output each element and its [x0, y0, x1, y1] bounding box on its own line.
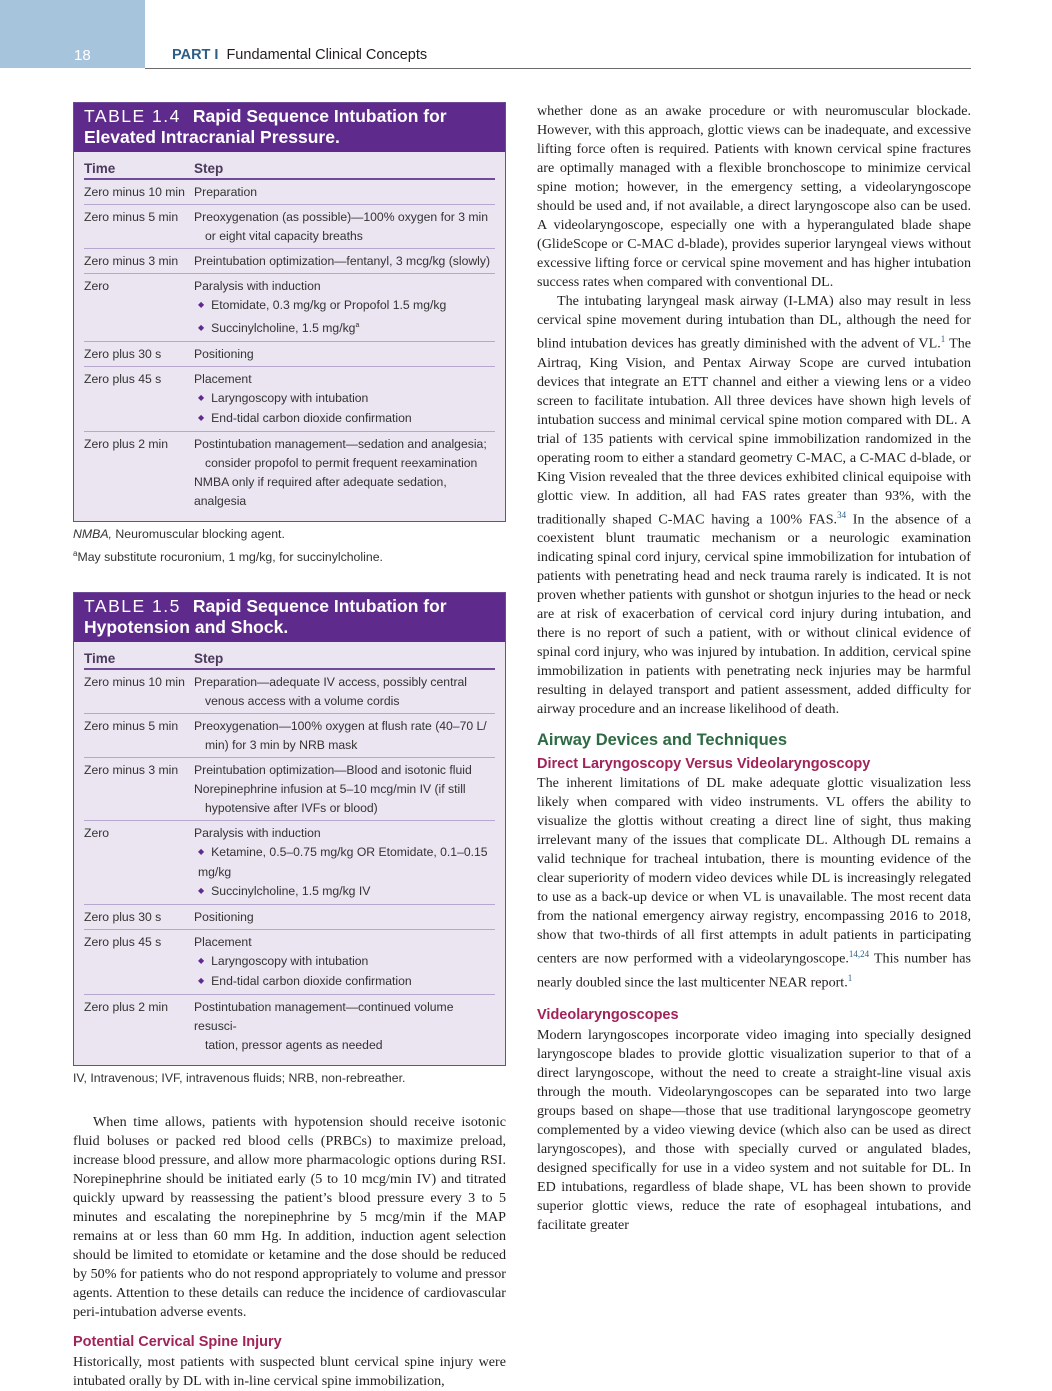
table-1-5: [73, 592, 506, 1066]
step-line: [194, 972, 495, 992]
cell-time: Zero plus 2 min: [84, 1000, 168, 1015]
para3-part-b: This number has nearly doubled since the last multicenter NEAR report.: [537, 951, 971, 991]
table-header-row: [84, 642, 495, 670]
cell-step: [194, 761, 495, 818]
step-text: Placement: [194, 935, 252, 950]
step-line: [194, 908, 495, 927]
table-row: [84, 342, 495, 367]
left-paragraph-1: When time allows, patients with hypotension should receive isotonic fluid boluses or packed red blood cells (PRBCs) to maximize preload, increase blood pressure, and allow more pharmacologic options during RSI. Norepinephrine should be initiated early (5 to 10 mcg/min IV) and titrated quickly upward by reassessing the patient’s blood pressure every 3 to 5 minutes and escalating the norepinephrine by 5 mcg/min if the MAP remains at or less than 60 mm Hg. In addition, induction agent selection should be limited to etomidate or ketamine and the dose should be reduced by 50% for patients who do not respond appropriately to volume and pressor agents. Attention to these details can reduce the incidence of cardiovascular peri-intubation adverse events.: [73, 1114, 506, 1321]
right-paragraph-3: [537, 774, 971, 992]
step-line: [194, 1036, 495, 1055]
step-line: [194, 824, 495, 843]
step-text: Paralysis with induction: [194, 826, 321, 841]
header-rule: [145, 68, 971, 69]
step-line: [194, 389, 495, 409]
footnote-marker: a: [355, 322, 360, 329]
step-text: or eight vital capacity breaths: [205, 229, 363, 243]
heading-cervical-spine: Potential Cervical Spine Injury: [73, 1334, 282, 1351]
col-time-header: Time: [84, 651, 116, 667]
cell-step: [194, 824, 495, 902]
cell-time: Zero minus 10 min: [84, 185, 185, 199]
part-label: PART I: [172, 47, 219, 63]
col-step-header: Step: [194, 651, 224, 667]
note-text: May substitute rocuronium, 1 mg/kg, for succinylcholine.: [77, 550, 383, 565]
step-text: Preoxygenation (as possible)—100% oxygen for 3 min: [194, 210, 489, 224]
heading-videolaryngoscopes: Videolaryngoscopes: [537, 1006, 679, 1023]
cell-step: [194, 998, 495, 1055]
cell-step: [194, 908, 495, 927]
table-1-5-grid: [84, 642, 495, 1057]
table-1-4-title: Rapid Sequence Intubation for Elevated Intracranial Pressure.: [84, 106, 447, 147]
step-line: [194, 409, 495, 429]
table-1-4-header: [74, 103, 505, 152]
cell-time: Zero: [84, 826, 110, 841]
note-def: Neuromuscular blocking agent.: [111, 527, 285, 542]
step-text: Paralysis with induction: [194, 279, 321, 293]
table-1-5-number: TABLE 1.5: [84, 596, 181, 617]
step-line: [194, 933, 495, 952]
step-line: [194, 473, 495, 511]
step-text: Preparation—adequate IV access, possibly central: [194, 675, 468, 690]
step-text: venous access with a volume cordis: [205, 694, 400, 709]
step-line: [194, 843, 495, 882]
cell-step: [194, 370, 495, 429]
step-line: [194, 761, 495, 780]
cell-step: [194, 252, 495, 271]
ref-1b[interactable]: 1: [847, 973, 853, 984]
step-line: [194, 998, 495, 1036]
step-text: Placement: [194, 372, 252, 387]
step-line: [194, 692, 495, 711]
table-row: [84, 205, 495, 249]
left-paragraph-2: Historically, most patients with suspected blunt cervical spine injury were intubated orally by DL with in-line cervical spine immobilization,: [73, 1354, 506, 1390]
right-column: [537, 102, 971, 1235]
step-text: hypotensive after IVFs or blood): [205, 801, 378, 816]
table-row: [84, 714, 495, 758]
step-text: Postintubation management—continued volume resusci-: [194, 1000, 454, 1034]
para2-part-b: The Airtraq, King Vision, and Pentax Airway Scope are curved intubation devices that integrate an ETT channel and either a viewing lens or a video screen to facilitate intubation. All three devices have shown high levels of intubation success and minimal cervical spine motion compared with DL. A trial of 135 patients with cervical spine immobilization randomized in the operating room to either a standard geometry C-MAC, a C-MAC d-blade, or King Vision revealed that the three devices exhibited clinical equipoise with glottic view. In addition, all had FAS rates greater than 93%, with the traditionally shaped C-MAC having a 100% FAS.: [537, 335, 972, 528]
cell-time: Zero plus 45 s: [84, 935, 162, 950]
col-step-header: Step: [194, 161, 224, 176]
step-line: [194, 799, 495, 818]
cell-step: [194, 277, 495, 339]
cell-time: Zero plus 2 min: [84, 437, 168, 452]
step-text: Preparation: [194, 185, 258, 199]
step-text: Positioning: [194, 347, 254, 362]
cell-time: Zero plus 45 s: [84, 372, 162, 387]
table-row: [84, 930, 495, 995]
step-text: Norepinephrine infusion at 5–10 mcg/min IV (if still: [194, 782, 466, 797]
left-column: [73, 102, 506, 1391]
table-1-4: [73, 102, 506, 522]
right-paragraph-2: [537, 292, 971, 719]
table-1-4-note-2: [73, 545, 506, 566]
table-row: [84, 367, 495, 432]
step-line: [194, 252, 495, 271]
table-1-5-title: Rapid Sequence Intubation for Hypotension and Shock.: [84, 596, 447, 638]
page-number: 18: [74, 47, 91, 64]
cell-step: [194, 435, 495, 511]
para2-part-a: The intubating laryngeal mask airway (I-LMA) also may result in less cervical spine movement during intubation than DL, although the need for blind intubation devices has greatly diminished with the advent of VL.: [537, 293, 971, 352]
table-1-5-note: IV, Intravenous; IVF, intravenous fluids; NRB, non-rebreather.: [73, 1071, 406, 1086]
step-line: [194, 780, 495, 799]
table-1-4-number: TABLE 1.4: [84, 106, 181, 126]
header-tab-block: [0, 0, 145, 68]
note-abbr: NMBA,: [73, 527, 112, 542]
table-row: [84, 249, 495, 274]
cell-step: [194, 208, 495, 246]
cell-step: [194, 717, 495, 755]
cell-time: Zero minus 3 min: [84, 763, 179, 778]
cell-time: Zero plus 30 s: [84, 347, 162, 362]
step-line: [194, 183, 495, 202]
step-line: [194, 673, 495, 692]
table-1-4-grid: [84, 152, 495, 513]
step-text: Succinylcholine, 1.5 mg/kg IV: [211, 884, 371, 899]
step-text: Ketamine, 0.5–0.75 mg/kg OR Etomidate, 0.1–0.15 mg/kg: [198, 845, 488, 880]
heading-dl-vs-vl: Direct Laryngoscopy Versus Videolaryngoscopy: [537, 756, 871, 773]
step-line: [194, 345, 495, 364]
section-label: Fundamental Clinical Concepts: [226, 47, 428, 63]
running-header: [172, 47, 427, 63]
step-text: NMBA only if required after adequate sedation, analgesia: [194, 475, 447, 509]
table-row: [84, 995, 495, 1057]
step-line: [194, 882, 495, 902]
table-row: [84, 432, 495, 513]
cell-step: [194, 345, 495, 364]
cell-time: Zero: [84, 279, 110, 293]
step-line: [194, 717, 495, 736]
step-text: Preintubation optimization—Blood and isotonic fluid: [194, 763, 472, 778]
cell-step: [194, 673, 495, 711]
para2-part-c: In the absence of a coexistent blunt traumatic mechanism or a neurologic examination indicating spinal cord injury, cervical spine immobilization for intubation of patients with penetrating head and neck trauma rarely is indicated. It is not proven whether patients with gunshot or shotgun injuries to the head or neck are at risk of exacerbation of cervical cord injury during intubation, and there is no report of such a patient, with or without clinical evidence of spinal cord injury, who was injured by intubation. In addition, cervical spine immobilization in patients with penetrating neck injuries may be harmful resulting in delayed transport and patient assessment, added difficulty for airway procedure and an increase likelihood of death.: [537, 511, 972, 718]
step-text: Succinylcholine, 1.5 mg/kg: [211, 321, 356, 336]
step-text: min) for 3 min by NRB mask: [205, 738, 358, 753]
table-1-4-note-1: [73, 525, 506, 543]
step-line: [194, 952, 495, 972]
step-text: Etomidate, 0.3 mg/kg or Propofol 1.5 mg/kg: [211, 298, 447, 312]
table-row: [84, 274, 495, 342]
step-line: [194, 736, 495, 755]
table-row: [84, 905, 495, 930]
right-paragraph-4: Modern laryngoscopes incorporate video imaging into specially designed laryngoscope blades to provide glottic visualization superior to that of a direct laryngoscope, without the need to create a straight-line visual axis through the mouth. Videolaryngoscopes can be separated into two large groups based on shape—those that use traditional laryngoscope geometry complemented by a video viewing device (which also can be used as direct laryngoscopes), and those with specially curved or angulated blades, designed specifically for use in a video system and not suitable for DL. In ED intubations, regardless of blade shape, VL has been shown to provide superior glottic views, reduce the rate of esophageal intubations, and facilitate greater: [537, 1026, 971, 1233]
step-line: [194, 435, 495, 454]
right-paragraph-1: whether done as an awake procedure or with neuromuscular blockade. However, with this approach, glottic views can be inadequate, and excessive lifting force often is required. Patients with known cervical spine fractures are optimally managed with a flexible bronchoscope to minimize cervical spine motion; however, in the emergency setting, a videolaryngoscope should be used and, if not available, a direct laryngoscope also can be used. A videolaryngoscope, especially one with a hyperangulated blade shape (GlideScope or C-MAC d-blade), provides superior laryngeal views without excessive lifting force or cervical spine movement and has higher intubation success rates when compared with conventional DL.: [537, 103, 971, 290]
note-sup: a: [73, 549, 78, 559]
para3-part-a: The inherent limitations of DL make adequate glottic visualization less likely when compared with video instruments. VL offers the ability to visualize the glottis without creating a direct line of sight, thus making irrelevant many of the issues that complicate DL. Although DL remains a valid technique for tracheal intubation, there is mounting evidence of the clear superiority of modern video devices while DL is increasingly relegated to use as a back-up device or when VL is unavailable. The most recent data from the national emergency airway registry, encompassing 2016 to 2018, show that two-thirds of all first attempts in adult patients in participating centers are now performed with a videolaryngoscope.: [537, 775, 971, 968]
col-time-header: Time: [84, 161, 116, 176]
ref-1[interactable]: 1: [940, 334, 946, 344]
table-row: [84, 821, 495, 905]
step-line: [194, 370, 495, 389]
table-row: [84, 758, 495, 821]
heading-airway-devices: Airway Devices and Techniques: [537, 731, 788, 750]
step-text: Laryngoscopy with intubation: [211, 954, 369, 969]
ref-34[interactable]: 34: [837, 509, 847, 520]
table-1-5-header: [74, 593, 505, 642]
step-text: Postintubation management—sedation and analgesia;: [194, 437, 487, 452]
step-line: [194, 316, 495, 339]
table-row: [84, 180, 495, 205]
table-row: [84, 670, 495, 714]
step-text: Preintubation optimization—fentanyl, 3 mcg/kg (slowly): [194, 254, 491, 268]
step-line: [194, 227, 495, 246]
step-line: [194, 277, 495, 296]
step-text: consider propofol to permit frequent reexamination: [205, 456, 478, 471]
cell-time: Zero plus 30 s: [84, 910, 162, 925]
table-header-row: [84, 152, 495, 180]
step-text: Preoxygenation—100% oxygen at flush rate (40–70 L/: [194, 719, 487, 734]
step-text: End-tidal carbon dioxide confirmation: [211, 411, 412, 426]
step-text: Laryngoscopy with intubation: [211, 391, 369, 406]
cell-step: [194, 183, 495, 202]
cell-step: [194, 933, 495, 992]
cell-time: Zero minus 5 min: [84, 719, 179, 734]
cell-time: Zero minus 10 min: [84, 675, 185, 690]
step-text: Positioning: [194, 910, 254, 925]
cell-time: Zero minus 3 min: [84, 254, 179, 268]
step-line: [194, 454, 495, 473]
cell-time: Zero minus 5 min: [84, 210, 179, 224]
step-line: [194, 208, 495, 227]
step-text: tation, pressor agents as needed: [205, 1038, 383, 1053]
step-text: End-tidal carbon dioxide confirmation: [211, 974, 412, 989]
step-line: [194, 296, 495, 316]
ref-14-24[interactable]: 14,24: [848, 949, 870, 960]
